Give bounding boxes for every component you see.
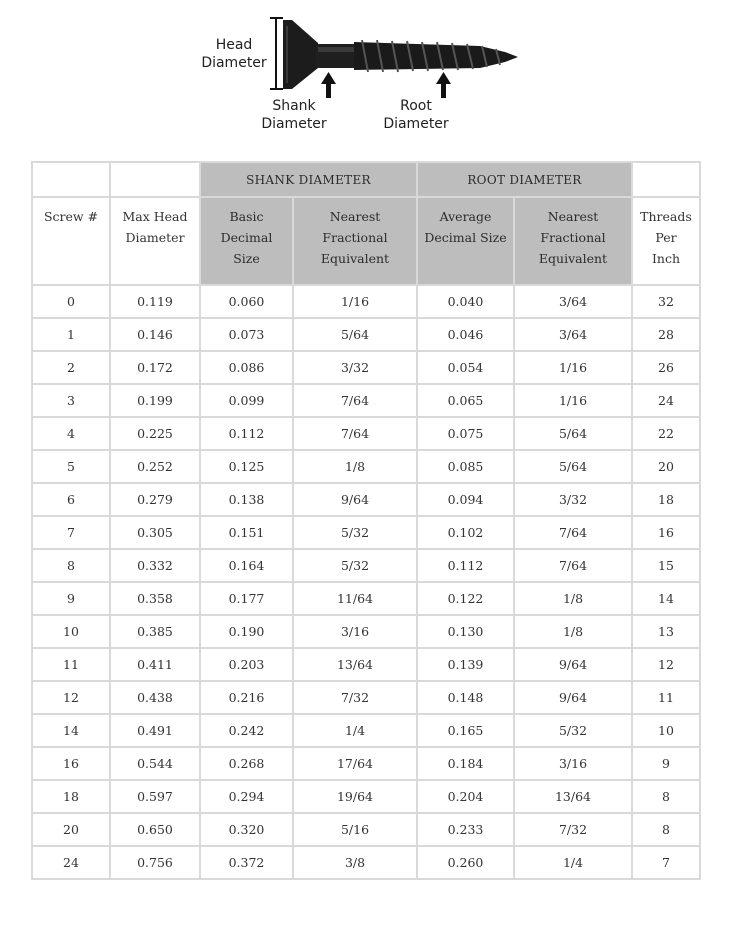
cell-shank-fraction: 17/64 (293, 747, 417, 780)
cell-root-fraction: 7/64 (514, 516, 632, 549)
cell-head: 0.225 (110, 417, 200, 450)
cell-head: 0.199 (110, 384, 200, 417)
cell-root-decimal: 0.112 (417, 549, 514, 582)
cell-screw: 0 (32, 285, 110, 318)
root-arrow-icon (436, 72, 451, 98)
cell-tpi: 13 (632, 615, 700, 648)
root-diameter-header: ROOT DIAMETER (417, 162, 632, 197)
cell-shank-fraction: 9/64 (293, 483, 417, 516)
cell-tpi: 8 (632, 813, 700, 846)
cell-shank-fraction: 5/16 (293, 813, 417, 846)
cell-root-fraction: 1/4 (514, 846, 632, 879)
table-row (32, 813, 700, 846)
cell-screw: 12 (32, 681, 110, 714)
cell-shank-decimal: 0.320 (200, 813, 293, 846)
cell-shank-fraction: 7/32 (293, 681, 417, 714)
cell-root-decimal: 0.040 (417, 285, 514, 318)
cell-tpi: 11 (632, 681, 700, 714)
cell-root-decimal: 0.148 (417, 681, 514, 714)
group-header-row (32, 162, 700, 197)
cell-root-decimal: 0.046 (417, 318, 514, 351)
table-row (32, 417, 700, 450)
empty-header-cell (110, 162, 200, 197)
cell-screw: 20 (32, 813, 110, 846)
cell-shank-fraction: 1/8 (293, 450, 417, 483)
cell-screw: 1 (32, 318, 110, 351)
cell-root-fraction: 1/16 (514, 384, 632, 417)
cell-head: 0.146 (110, 318, 200, 351)
cell-shank-decimal: 0.190 (200, 615, 293, 648)
cell-tpi: 24 (632, 384, 700, 417)
cell-head: 0.597 (110, 780, 200, 813)
cell-root-fraction: 1/8 (514, 615, 632, 648)
shank-diameter-header: SHANK DIAMETER (200, 162, 417, 197)
cell-screw: 3 (32, 384, 110, 417)
cell-head: 0.385 (110, 615, 200, 648)
table-row (32, 582, 700, 615)
cell-shank-decimal: 0.164 (200, 549, 293, 582)
cell-shank-decimal: 0.138 (200, 483, 293, 516)
table-row (32, 615, 700, 648)
cell-shank-decimal: 0.073 (200, 318, 293, 351)
cell-tpi: 10 (632, 714, 700, 747)
table-row (32, 846, 700, 879)
cell-screw: 4 (32, 417, 110, 450)
cell-screw: 6 (32, 483, 110, 516)
cell-screw: 5 (32, 450, 110, 483)
cell-tpi: 20 (632, 450, 700, 483)
table-row (32, 780, 700, 813)
table-row (32, 351, 700, 384)
cell-shank-fraction: 19/64 (293, 780, 417, 813)
cell-tpi: 26 (632, 351, 700, 384)
cell-root-fraction: 3/64 (514, 318, 632, 351)
cell-screw: 8 (32, 549, 110, 582)
cell-tpi: 22 (632, 417, 700, 450)
cell-screw: 18 (32, 780, 110, 813)
head-diameter-label: Head Diameter (201, 37, 267, 71)
cell-root-decimal: 0.102 (417, 516, 514, 549)
cell-tpi: 18 (632, 483, 700, 516)
cell-root-decimal: 0.065 (417, 384, 514, 417)
cell-head: 0.332 (110, 549, 200, 582)
cell-tpi: 7 (632, 846, 700, 879)
cell-head: 0.650 (110, 813, 200, 846)
cell-shank-decimal: 0.216 (200, 681, 293, 714)
cell-root-decimal: 0.184 (417, 747, 514, 780)
cell-shank-decimal: 0.268 (200, 747, 293, 780)
cell-root-fraction: 5/64 (514, 417, 632, 450)
cell-shank-fraction: 7/64 (293, 384, 417, 417)
root-diameter-label: Root Diameter (383, 98, 449, 132)
column-header-row (32, 197, 700, 285)
cell-shank-decimal: 0.151 (200, 516, 293, 549)
cell-root-decimal: 0.130 (417, 615, 514, 648)
table-body (32, 285, 700, 879)
cell-shank-decimal: 0.086 (200, 351, 293, 384)
cell-root-fraction: 5/32 (514, 714, 632, 747)
cell-root-decimal: 0.204 (417, 780, 514, 813)
cell-shank-decimal: 0.125 (200, 450, 293, 483)
cell-shank-decimal: 0.099 (200, 384, 293, 417)
cell-head: 0.119 (110, 285, 200, 318)
cell-root-decimal: 0.139 (417, 648, 514, 681)
cell-head: 0.544 (110, 747, 200, 780)
cell-shank-fraction: 5/64 (293, 318, 417, 351)
cell-shank-decimal: 0.203 (200, 648, 293, 681)
cell-shank-fraction: 11/64 (293, 582, 417, 615)
cell-head: 0.411 (110, 648, 200, 681)
cell-shank-decimal: 0.242 (200, 714, 293, 747)
table-row (32, 384, 700, 417)
cell-root-fraction: 7/64 (514, 549, 632, 582)
table-row (32, 285, 700, 318)
cell-shank-fraction: 3/32 (293, 351, 417, 384)
cell-screw: 7 (32, 516, 110, 549)
screw-head-icon (283, 20, 318, 89)
col-screw-number: Screw # (32, 197, 110, 285)
table-row (32, 549, 700, 582)
shank-diameter-label: Shank Diameter (261, 98, 327, 132)
cell-screw: 14 (32, 714, 110, 747)
cell-shank-fraction: 7/64 (293, 417, 417, 450)
table-row (32, 714, 700, 747)
cell-tpi: 12 (632, 648, 700, 681)
shank-arrow-icon (321, 72, 336, 98)
cell-head: 0.252 (110, 450, 200, 483)
cell-root-decimal: 0.054 (417, 351, 514, 384)
cell-screw: 2 (32, 351, 110, 384)
cell-root-fraction: 7/32 (514, 813, 632, 846)
table-row (32, 516, 700, 549)
cell-root-fraction: 3/32 (514, 483, 632, 516)
cell-tpi: 8 (632, 780, 700, 813)
cell-tpi: 28 (632, 318, 700, 351)
cell-tpi: 15 (632, 549, 700, 582)
cell-shank-decimal: 0.112 (200, 417, 293, 450)
cell-tpi: 14 (632, 582, 700, 615)
cell-root-decimal: 0.094 (417, 483, 514, 516)
cell-head: 0.279 (110, 483, 200, 516)
cell-root-fraction: 13/64 (514, 780, 632, 813)
cell-screw: 11 (32, 648, 110, 681)
cell-shank-fraction: 1/4 (293, 714, 417, 747)
cell-shank-fraction: 1/16 (293, 285, 417, 318)
screw-size-table (31, 161, 701, 880)
cell-shank-decimal: 0.372 (200, 846, 293, 879)
cell-screw: 10 (32, 615, 110, 648)
cell-head: 0.358 (110, 582, 200, 615)
cell-shank-decimal: 0.177 (200, 582, 293, 615)
cell-head: 0.172 (110, 351, 200, 384)
empty-header-cell (632, 162, 700, 197)
col-shank-fraction: Nearest Fractional Equivalent (293, 197, 417, 285)
cell-root-fraction: 3/16 (514, 747, 632, 780)
cell-tpi: 32 (632, 285, 700, 318)
cell-root-decimal: 0.233 (417, 813, 514, 846)
col-root-fraction: Nearest Fractional Equivalent (514, 197, 632, 285)
cell-root-decimal: 0.075 (417, 417, 514, 450)
cell-root-decimal: 0.085 (417, 450, 514, 483)
cell-root-decimal: 0.122 (417, 582, 514, 615)
cell-root-fraction: 9/64 (514, 648, 632, 681)
screw-illustration (0, 0, 737, 150)
cell-shank-decimal: 0.294 (200, 780, 293, 813)
cell-shank-fraction: 3/16 (293, 615, 417, 648)
table-row (32, 648, 700, 681)
cell-head: 0.305 (110, 516, 200, 549)
table-row (32, 681, 700, 714)
col-max-head-diameter: Max Head Diameter (110, 197, 200, 285)
cell-screw: 24 (32, 846, 110, 879)
cell-root-fraction: 5/64 (514, 450, 632, 483)
cell-shank-fraction: 13/64 (293, 648, 417, 681)
cell-shank-fraction: 5/32 (293, 549, 417, 582)
cell-tpi: 9 (632, 747, 700, 780)
empty-header-cell (32, 162, 110, 197)
cell-shank-decimal: 0.060 (200, 285, 293, 318)
col-root-average-decimal: Average Decimal Size (417, 197, 514, 285)
cell-shank-fraction: 3/8 (293, 846, 417, 879)
col-shank-basic-decimal: Basic Decimal Size (200, 197, 293, 285)
cell-head: 0.491 (110, 714, 200, 747)
cell-root-decimal: 0.165 (417, 714, 514, 747)
table-row (32, 318, 700, 351)
table-row (32, 747, 700, 780)
cell-screw: 16 (32, 747, 110, 780)
table-row (32, 483, 700, 516)
col-threads-per-inch: Threads Per Inch (632, 197, 700, 285)
cell-root-decimal: 0.260 (417, 846, 514, 879)
cell-head: 0.438 (110, 681, 200, 714)
cell-root-fraction: 3/64 (514, 285, 632, 318)
cell-head: 0.756 (110, 846, 200, 879)
screw-diagram (0, 0, 737, 150)
cell-root-fraction: 9/64 (514, 681, 632, 714)
table-row (32, 450, 700, 483)
cell-shank-fraction: 5/32 (293, 516, 417, 549)
cell-root-fraction: 1/16 (514, 351, 632, 384)
cell-tpi: 16 (632, 516, 700, 549)
cell-root-fraction: 1/8 (514, 582, 632, 615)
cell-screw: 9 (32, 582, 110, 615)
